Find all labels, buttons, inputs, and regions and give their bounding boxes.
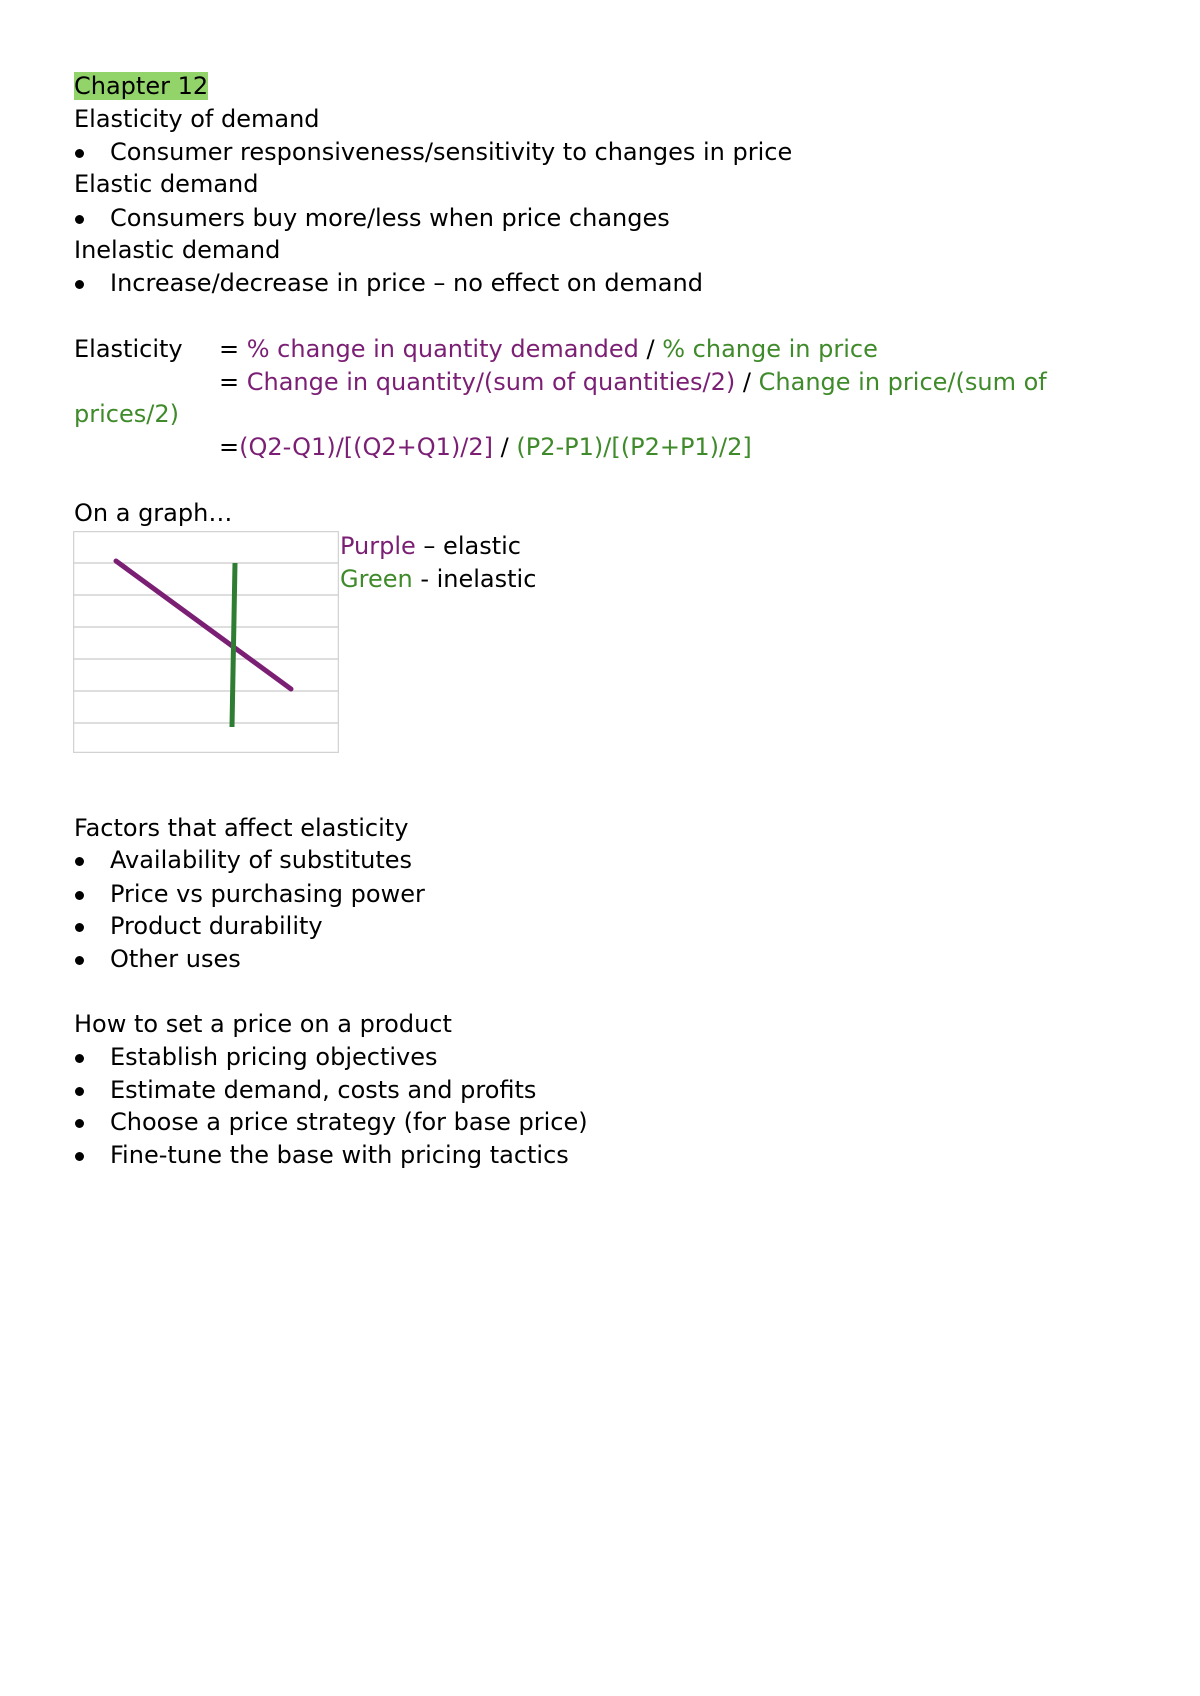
formula-2-denominator-part1: Change in price/(sum of (758, 368, 1047, 396)
elasticity-graph (73, 531, 339, 753)
legend-purple (340, 531, 521, 561)
factors-heading: Factors that affect elasticity (74, 814, 409, 842)
formula-line-1 (219, 334, 878, 364)
formula-line-2 (219, 367, 1047, 397)
legend-green-meaning: - inelastic (412, 565, 537, 593)
formula-1-denominator: % change in price (662, 335, 878, 363)
formula-divide: / (742, 368, 752, 396)
pricing-heading: How to set a price on a product (74, 1010, 452, 1038)
list-item: Product durability (110, 912, 323, 940)
legend-purple-meaning: – elastic (415, 532, 521, 560)
heading-inelastic-demand: Inelastic demand (74, 236, 281, 264)
formula-divide: / (500, 433, 509, 461)
heading-elasticity-of-demand: Elasticity of demand (74, 105, 320, 133)
list-item: Availability of substitutes (110, 846, 413, 874)
bullet-increase-decrease: Increase/decrease in price – no effect on demand (110, 269, 703, 297)
formula-line-3 (219, 432, 752, 462)
formula-3-denominator: (P2-P1)/[(P2+P1)/2] (516, 433, 752, 461)
list-item: Other uses (110, 945, 241, 973)
formula-2-denominator-part2: prices/2) (74, 400, 179, 428)
list-item: Choose a price strategy (for base price) (110, 1108, 588, 1136)
formula-equals: = (219, 368, 240, 396)
graph-heading: On a graph… (74, 499, 233, 527)
heading-elastic-demand: Elastic demand (74, 170, 259, 198)
chapter-highlight: Chapter 12 (74, 72, 209, 100)
formula-equals: = (219, 335, 240, 363)
formula-1-numerator: % change in quantity demanded (246, 335, 639, 363)
list-item: Price vs purchasing power (110, 880, 425, 908)
inelastic-demand-line (232, 563, 235, 727)
formula-equals: = (219, 433, 240, 461)
formula-divide: / (646, 335, 655, 363)
list-item: Estimate demand, costs and profits (110, 1076, 537, 1104)
graph-frame (74, 532, 339, 753)
bullet-consumers-buy: Consumers buy more/less when price changes (110, 204, 670, 232)
legend-green (340, 564, 536, 594)
list-item: Fine-tune the base with pricing tactics (110, 1141, 569, 1169)
legend-green-word: Green (340, 565, 413, 593)
list-item: Establish pricing objectives (110, 1043, 438, 1071)
bullet-consumer-responsiveness: Consumer responsiveness/sensitivity to changes in price (110, 138, 793, 166)
chapter-title (74, 71, 208, 101)
formula-label: Elasticity (74, 335, 183, 363)
formula-3-numerator: (Q2-Q1)/[(Q2+Q1)/2] (239, 433, 494, 461)
legend-purple-word: Purple (340, 532, 416, 560)
formula-2-numerator: Change in quantity/(sum of quantities/2) (246, 368, 736, 396)
